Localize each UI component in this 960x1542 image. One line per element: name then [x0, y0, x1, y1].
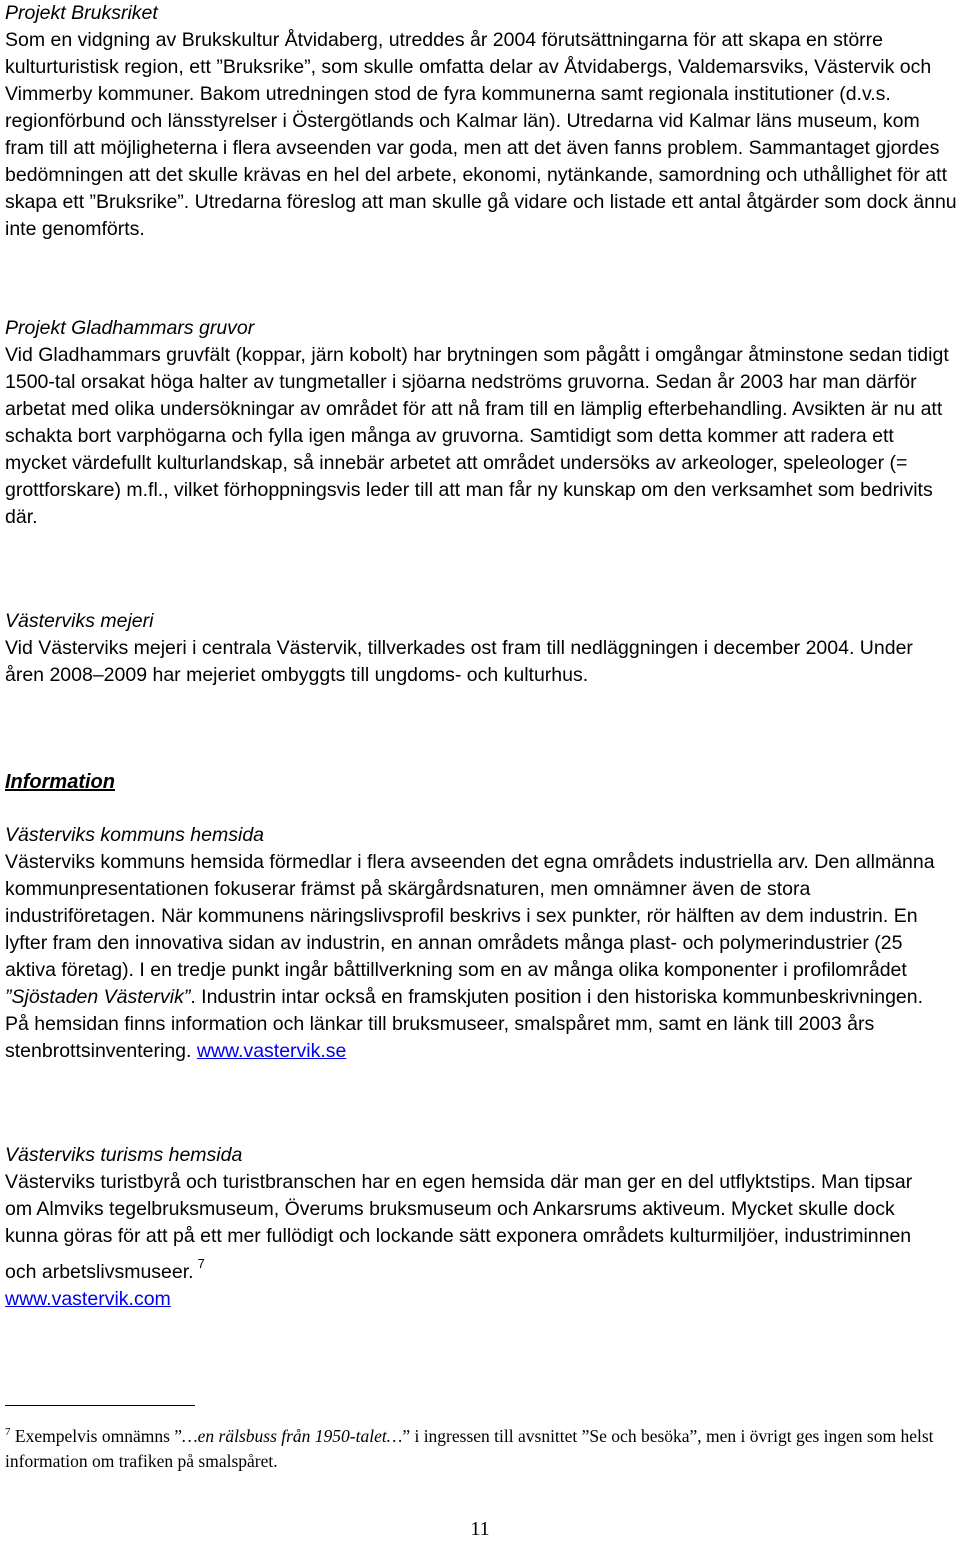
- footnote-number: 7: [5, 1426, 11, 1438]
- section-vasterviks-kommuns-hemsida: [5, 822, 945, 1065]
- section-body: Vid Gladhammars gruvfält (koppar, järn kobolt) har brytningen som pågått i omgångar åtminstone sedan tidigt 1500-tal orsakat höga halter av tungmetaller i sjöarna nedströms gruvorna. Sedan år 2003 har man därför arbetat med olika undersökningar av området för att nå fram till en lämplig efterbehandling. Avsikten är nu att schakta bort varphögarna och fylla igen många av gruvorna. Samtidigt som detta kommer att radera ett mycket värdefullt kulturlandskap, så innebär arbetet att området undersöks av arkeologer, speleologer (= grottforskare) m.fl., vilket förhoppningsvis leder till att man får ny kunskap om den verksamhet som bedrivits där.: [5, 344, 949, 528]
- section-projekt-gladhammars-gruvor: [5, 315, 960, 531]
- section-body: [5, 849, 945, 1065]
- section-vasterviks-turisms-hemsida: [5, 1142, 915, 1313]
- section-projekt-bruksriket: [5, 0, 957, 243]
- section-body: Vid Västerviks mejeri i centrala Västervik, tillverkades ost fram till nedläggningen i december 2004. Under åren 2008–2009 har mejeriet ombyggts till ungdoms- och kulturhus.: [5, 637, 913, 686]
- page-number: 11: [470, 1518, 490, 1540]
- section-vasterviks-mejeri: [5, 608, 957, 689]
- footnote: [5, 1420, 960, 1474]
- section-heading: Projekt Gladhammars gruvor: [5, 317, 255, 339]
- footnote-text-continued: ” i ingressen till avsnittet ”Se och besöka”, men i övrigt ges ingen som helst information om trafiken på smalspåret.: [5, 1426, 934, 1471]
- footnote-divider: [5, 1405, 195, 1406]
- section-body: Som en vidgning av Brukskultur Åtvidaberg, utreddes år 2004 förutsättningarna för att skapa en större kulturturistisk region, ett ”Bruksrike”, som skulle omfatta delar av Åtvidabergs, Valdemarsviks, Västervik och Vimmerby kommuner. Bakom utredningen stod de fyra kommunerna samt regionala institutioner (d.v.s. regionförbund och länsstyrelser i Östergötlands och Kalmar län). Utredarna vid Kalmar läns museum, kom fram till att möjligheterna i flera avseenden var goda, men att det även fanns problem. Sammantaget gjordes bedömningen att det skulle krävas en hel del arbete, ekonomi, nytänkande, samordning och uthållighet för att skapa ett ”Bruksrike”. Utredarna föreslog att man skulle gå vidare och listade ett antal åtgärder som dock ännu inte genomförts.: [5, 29, 957, 240]
- body-italic-text: ”Sjöstaden Västervik”: [5, 986, 191, 1008]
- vastervik-se-link[interactable]: www.vastervik.se: [196, 1040, 347, 1062]
- information-title: Information: [5, 771, 115, 793]
- body-text: Västerviks kommuns hemsida förmedlar i flera avseenden det egna områdets industriella arv. Den allmänna kommunpresentationen fokuserar främst på skärgårdsnaturen, men omnämner även de stora industriföretagen. När kommunens näringslivsprofil beskrivs i sex punkter, rör hälften av dem industrin. En lyfter fram den innovativa sidan av industrin, en annan områdets många plast- och polymerindustrier (25 aktiva företag). I en tredje punkt ingår båttillverkning som en av många olika komponenter i profilområdet: [5, 851, 935, 981]
- section-heading: Västerviks kommuns hemsida: [5, 824, 265, 846]
- vastervik-com-link[interactable]: www.vastervik.com: [5, 1288, 171, 1310]
- footnote-reference[interactable]: 7: [197, 1256, 205, 1271]
- body-text: Västerviks turistbyrå och turistbranschen har en egen hemsida där man ger en del utflyktstips. Man tipsar om Almviks tegelbruksmuseum, Överums bruksmuseum och Ankarsrums aktiveum. Mycket skulle dock kunna göras för att på ett mer fullödigt och lockande sätt exponera områdets kulturmiljöer, industriminnen och arbetslivsmuseer.: [5, 1171, 913, 1283]
- section-heading: Västerviks mejeri: [5, 610, 154, 632]
- section-heading: Västerviks turisms hemsida: [5, 1144, 243, 1166]
- section-heading: Projekt Bruksriket: [5, 2, 158, 24]
- footnote-italic-text: …en rälsbuss från 1950-talet…: [182, 1426, 403, 1446]
- footnote-text: Exempelvis omnämns ”: [10, 1426, 183, 1446]
- body-text-continued: . Industrin intar också en framskjuten position i den historiska kommunbeskrivningen. På hemsidan finns information och länkar till bruksmuseer, smalspåret mm, samt en länk till 2003 års stenbrottsinventering.: [5, 986, 924, 1062]
- section-body: [5, 1169, 915, 1286]
